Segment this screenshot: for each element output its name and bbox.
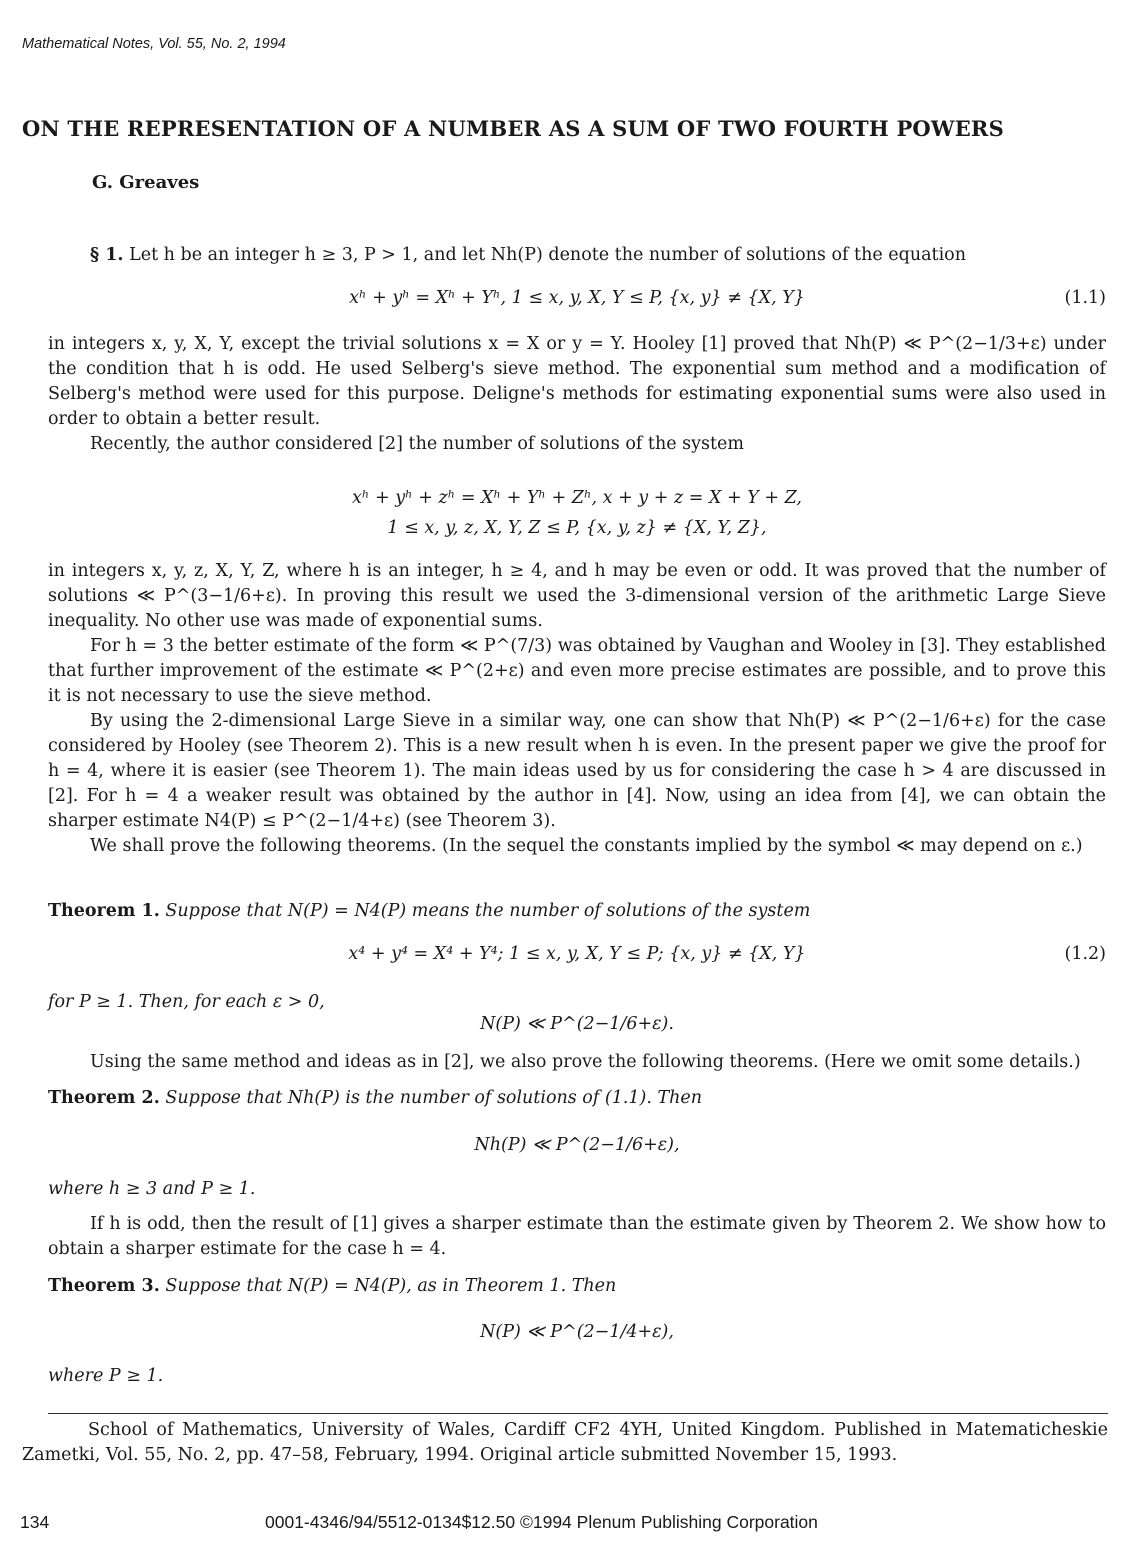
section-intro-text: Let h be an integer h ≥ 3, P > 1, and let Nh(P) denote the number of solutions of the equation (129, 245, 966, 265)
paragraph-text: Using the same method and ideas as in [2], we also prove the following theorems. (Here we omit some details.) (90, 1052, 1081, 1072)
result-formula: N(P) ≪ P^(2−1/6+ε). (480, 1014, 674, 1034)
theorem-3-label: Theorem 3. (48, 1276, 160, 1296)
equation-body: xʰ + yʰ = Xʰ + Yʰ, 1 ≤ x, y, X, Y ≤ P, {x, y} ≠ {X, Y} (349, 288, 805, 308)
paragraph-text: in integers x, y, X, Y, except the trivial solutions x = X or y = Y. Hooley [1] proved that Nh(P) ≪ P^(2−1/3+ε) under the condition that h is odd. He used Selberg's sieve method. The exponential sum method and a modification of Selberg's method were used for this purpose. Deligne's methods for estimating exponential sums were also used in order to obtain a better result. (48, 334, 1106, 429)
author-name: G. Greaves (92, 172, 200, 193)
theorem-1 (48, 899, 1106, 924)
paragraph-large-sieve: By using the 2-dimensional Large Sieve in a similar way, one can show that Nh(P) ≪ P^(2−1/6+ε) for the case considered by Hooley (see Theorem 2). This is a new result when h is even. In the present paper we give the proof for h = 4, where it is easier (see Theorem 1). The main ideas used by us for considering the case h > 4 are discussed in [2]. For h = 4 a weaker result was obtained by the author in [4]. Now, using an idea from [4], we can obtain the sharper estimate N4(P) ≤ P^(2−1/4+ε) (see Theorem 3). (48, 711, 1106, 831)
theorem-1-statement: Suppose that N(P) = N4(P) means the number of solutions of the system (165, 901, 811, 921)
result-formula: N(P) ≪ P^(2−1/4+ε), (480, 1322, 674, 1342)
theorem-1-cond-text: for P ≥ 1. Then, for each ε > 0, (48, 992, 325, 1012)
theorem-2-cond-text: where h ≥ 3 and P ≥ 1. (48, 1179, 256, 1199)
paragraph-h3: For h = 3 the better estimate of the form ≪ P^(7/3) was obtained by Vaughan and Wooley in [3]. They established that further improvement of the estimate ≪ P^(2+ε) and even more precise estimates are possible, and to prove this it is not necessary to use the sieve method. (48, 636, 1106, 706)
paper-title: ON THE REPRESENTATION OF A NUMBER AS A SUM OF TWO FOURTH POWERS (22, 116, 1004, 141)
paragraph-block-main (48, 559, 1106, 859)
journal-reference: Mathematical Notes, Vol. 55, No. 2, 1994 (22, 36, 286, 52)
equation-1-2 (48, 944, 1106, 964)
paragraph-text: If h is odd, then the result of [1] gives a sharper estimate than the estimate given by Theorem 2. We show how to obtain a sharper estimate for the case h = 4. (48, 1214, 1106, 1259)
equation-system (48, 483, 1106, 543)
theorem-2 (48, 1086, 1106, 1111)
section-heading: § 1. (90, 245, 124, 265)
theorem-3-statement: Suppose that N(P) = N4(P), as in Theorem 1. Then (165, 1276, 617, 1296)
footnote-text: School of Mathematics, University of Wales, Cardiff CF2 4YH, United Kingdom. Published in Matematicheskie Zametki, Vol. 55, No. 2, pp. 47–58, February, 1994. Original article submitted November 15, 1993. (22, 1420, 1108, 1465)
theorem-2-label: Theorem 2. (48, 1088, 160, 1108)
system-line-1: xʰ + yʰ + zʰ = Xʰ + Yʰ + Zʰ, x + y + z = X + Y + Z, (352, 488, 802, 508)
theorem-1-label: Theorem 1. (48, 901, 160, 921)
paragraph-hooley (48, 332, 1106, 457)
result-formula: Nh(P) ≪ P^(2−1/6+ε), (474, 1135, 680, 1155)
section-1-intro (48, 243, 1106, 268)
equation-number: (1.1) (1064, 288, 1106, 308)
paragraph-integers: in integers x, y, z, X, Y, Z, where h is an integer, h ≥ 4, and h may be even or odd. It was proved that the number of solutions ≪ P^(3−1/6+ε). In proving this result we used the 3-dimensional version of the arithmetic Large Sieve inequality. No other use was made of exponential sums. (48, 561, 1106, 631)
theorem-3-condition (48, 1364, 1106, 1389)
publisher-code: 0001-4346/94/5512-0134$12.50 ©1994 Plenum Publishing Corporation (265, 1512, 818, 1532)
theorem-3-cond-text: where P ≥ 1. (48, 1366, 164, 1386)
theorem-1-condition (48, 990, 1106, 1015)
theorem-3 (48, 1274, 1106, 1299)
equation-1-1 (48, 288, 1106, 308)
paragraph-recently: Recently, the author considered [2] the number of solutions of the system (90, 434, 744, 454)
page-number: 134 (20, 1512, 50, 1532)
system-line-2: 1 ≤ x, y, z, X, Y, Z ≤ P, {x, y, z} ≠ {X, Y, Z}, (387, 518, 767, 538)
footnote-divider (48, 1413, 1108, 1414)
theorem-2-result (48, 1135, 1106, 1155)
equation-number: (1.2) (1064, 944, 1106, 964)
theorem-3-result (48, 1322, 1106, 1342)
paragraph-odd (48, 1212, 1106, 1262)
theorem-2-statement: Suppose that Nh(P) is the number of solutions of (1.1). Then (165, 1088, 703, 1108)
theorem-1-result (48, 1014, 1106, 1034)
footnote (22, 1418, 1108, 1468)
paragraph-prove: We shall prove the following theorems. (In the sequel the constants implied by the symbol ≪ may depend on ε.) (90, 836, 1083, 856)
paragraph-same-method (48, 1050, 1106, 1075)
theorem-2-condition (48, 1177, 1106, 1202)
equation-body: x⁴ + y⁴ = X⁴ + Y⁴; 1 ≤ x, y, X, Y ≤ P; {x, y} ≠ {X, Y} (348, 944, 806, 964)
